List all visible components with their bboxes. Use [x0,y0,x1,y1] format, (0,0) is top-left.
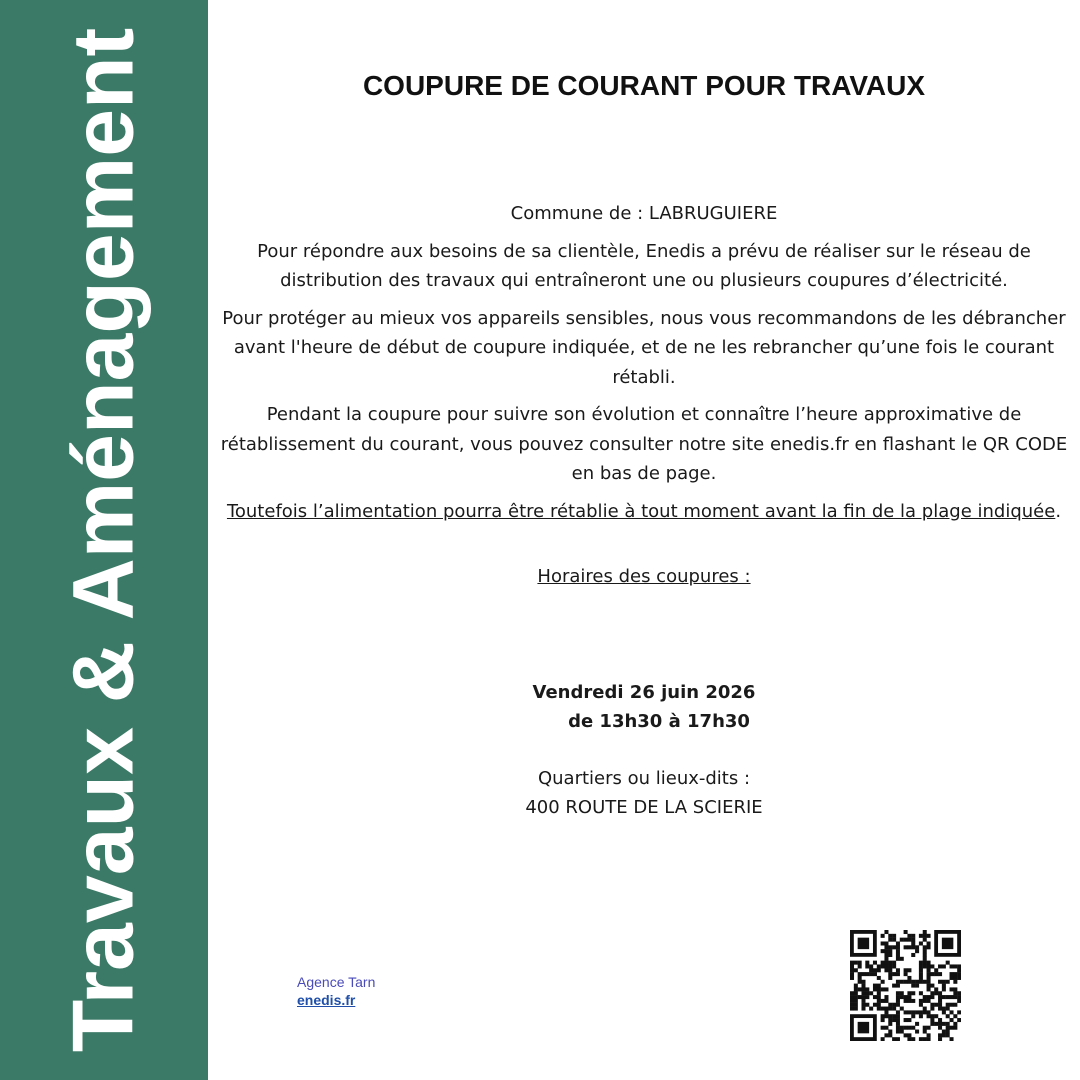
schedule-heading-line [216,562,1072,592]
restore-notice [216,497,1072,527]
agency-name: Agence Tarn [297,974,376,990]
sidebar-banner [0,0,208,1080]
restore-notice-text: Toutefois l’alimentation pourra être rétablie à tout moment avant la fin de la plage indiquée [226,500,1056,522]
outage-schedule [208,678,1080,736]
paragraph-3: Pendant la coupure pour suivre son évolution et connaître l’heure approximative de rétablissement du courant, vous pouvez consulter notre site enedis.fr en flashant le QR CODE en bas de page. [220,404,1068,484]
enedis-link[interactable]: enedis.fr [297,992,356,1008]
commune-line: Commune de : LABRUGUIERE [510,203,778,224]
sidebar-title: Travaux & Aménagement [55,27,152,1053]
outage-time: de 13h30 à 17h30 [568,711,750,732]
agency-info [297,973,375,1009]
schedule-heading: Horaires des coupures : [537,566,751,587]
page-title: COUPURE DE COURANT POUR TRAVAUX [362,70,926,101]
places-value: 400 ROUTE DE LA SCIERIE [525,797,763,818]
paragraph-1: Pour répondre aux besoins de sa clientèle, Enedis a prévu de réaliser sur le réseau de distribution des travaux qui entraîneront une ou plusieurs coupures d’électricité. [257,240,1031,291]
restore-notice-end: . [1055,500,1062,522]
qr-code-icon[interactable] [850,930,961,1041]
paragraph-2: Pour protéger au mieux vos appareils sensibles, nous vous recommandons de les débrancher avant l'heure de début de coupure indiquée, et de ne les rebrancher qu’une fois le courant rétabli. [222,307,1066,388]
affected-places [208,764,1080,822]
outage-date: Vendredi 26 juin 2026 [532,682,756,703]
notice-body [216,199,1072,600]
places-label: Quartiers ou lieux-dits : [537,768,751,789]
